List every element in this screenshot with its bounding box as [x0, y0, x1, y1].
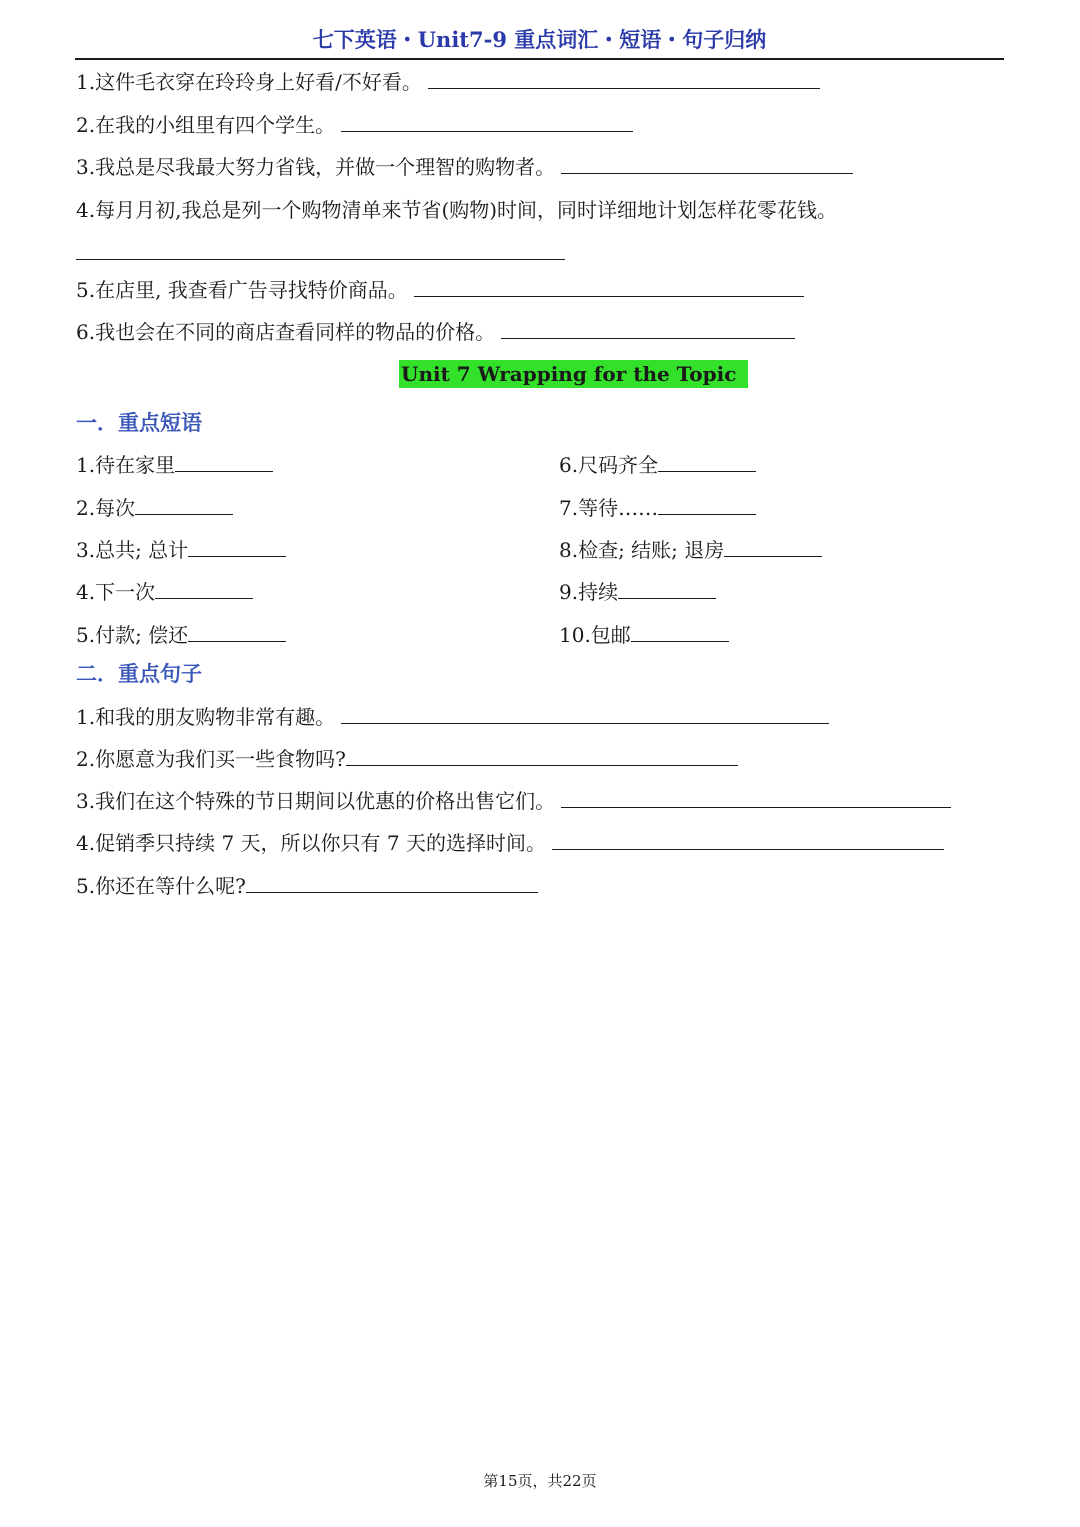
- sentence-item: [76, 276, 804, 304]
- answer-blank[interactable]: [341, 111, 633, 132]
- sentence-item: [76, 68, 820, 96]
- phrase-item: [559, 621, 729, 649]
- answer-blank[interactable]: [175, 451, 273, 472]
- phrase-text: 5.付款; 偿还: [76, 623, 189, 647]
- answer-blank[interactable]: [188, 536, 286, 557]
- phrase-item: [559, 578, 716, 606]
- answer-blank[interactable]: [155, 578, 253, 599]
- sentence-text: 4.促销季只持续 7 天，所以你只有 7 天的选择时间。: [76, 831, 546, 855]
- answer-blank[interactable]: [561, 787, 951, 808]
- answer-blank[interactable]: [246, 872, 538, 893]
- sentence-item: [76, 703, 829, 731]
- answer-blank[interactable]: [658, 451, 756, 472]
- page-number: 第15页，共22页: [483, 1472, 597, 1490]
- sentence-item: [76, 787, 951, 815]
- phrase-text: 2.每次: [76, 496, 136, 520]
- phrase-text: 4.下一次: [76, 580, 156, 604]
- sentence-text: 4.每月月初,我总是列一个购物清单来节省(购物)时间，同时详细地计划怎样花零花钱。: [76, 198, 838, 222]
- sentence-text: 1.这件毛衣穿在玲玲身上好看/不好看。: [76, 70, 422, 94]
- phrase-text: 1.待在家里: [76, 453, 176, 477]
- sentence-text: 2.你愿意为我们买一些食物吗?: [76, 747, 346, 771]
- answer-blank[interactable]: [618, 578, 716, 599]
- sentence-text: 1.和我的朋友购物非常有趣。: [76, 705, 336, 729]
- phrase-item: [76, 578, 253, 606]
- phrase-item: [559, 451, 756, 479]
- sentence-text: 5.在店里, 我查看广告寻找特价商品。: [76, 278, 408, 302]
- phrase-text: 10.包邮: [559, 623, 631, 647]
- answer-blank[interactable]: [188, 621, 286, 642]
- sentence-text: 3.我总是尽我最大努力省钱，并做一个理智的购物者。: [76, 155, 556, 179]
- sentence-item: [76, 196, 837, 224]
- answer-blank[interactable]: [414, 276, 804, 297]
- phrase-item: [559, 494, 756, 522]
- page-title: 七下英语・Unit7-9 重点词汇・短语・句子归纳: [75, 24, 1004, 60]
- phrase-item: [559, 536, 822, 564]
- answer-blank[interactable]: [135, 494, 233, 515]
- unit-title: Unit 7 Wrapping for the Topic: [399, 360, 748, 388]
- sentence-text: 3.我们在这个特殊的节日期间以优惠的价格出售它们。: [76, 789, 556, 813]
- answer-blank[interactable]: [561, 153, 853, 174]
- phrase-text: 3.总共; 总计: [76, 538, 189, 562]
- phrase-text: 9.持续: [559, 580, 619, 604]
- phrase-item: [76, 451, 273, 479]
- answer-blank[interactable]: [76, 259, 565, 260]
- phrase-item: [76, 621, 286, 649]
- phrase-item: [76, 536, 286, 564]
- sentence-item: [76, 829, 944, 857]
- sentence-text: 5.你还在等什么呢?: [76, 874, 246, 898]
- sentence-item: [76, 872, 538, 900]
- answer-blank[interactable]: [501, 318, 795, 339]
- answer-blank[interactable]: [346, 745, 738, 766]
- sentence-item: [76, 111, 633, 139]
- answer-blank[interactable]: [341, 703, 829, 724]
- answer-blank[interactable]: [724, 536, 822, 557]
- sentence-item: [76, 153, 853, 181]
- answer-blank[interactable]: [631, 621, 729, 642]
- sentence-item: [76, 745, 738, 773]
- section-heading-phrases: 一．重点短语: [76, 410, 202, 435]
- answer-blank[interactable]: [658, 494, 756, 515]
- phrase-item: [76, 494, 233, 522]
- phrase-text: 8.检查; 结账; 退房: [559, 538, 725, 562]
- sentence-text: 2.在我的小组里有四个学生。: [76, 113, 336, 137]
- answer-blank[interactable]: [428, 68, 820, 89]
- sentence-item: [76, 318, 795, 346]
- sentence-text: 6.我也会在不同的商店查看同样的物品的价格。: [76, 320, 496, 344]
- phrase-text: 7.等待……: [559, 496, 659, 520]
- answer-blank[interactable]: [552, 829, 944, 850]
- section-heading-sentences: 二．重点句子: [76, 661, 202, 686]
- phrase-text: 6.尺码齐全: [559, 453, 659, 477]
